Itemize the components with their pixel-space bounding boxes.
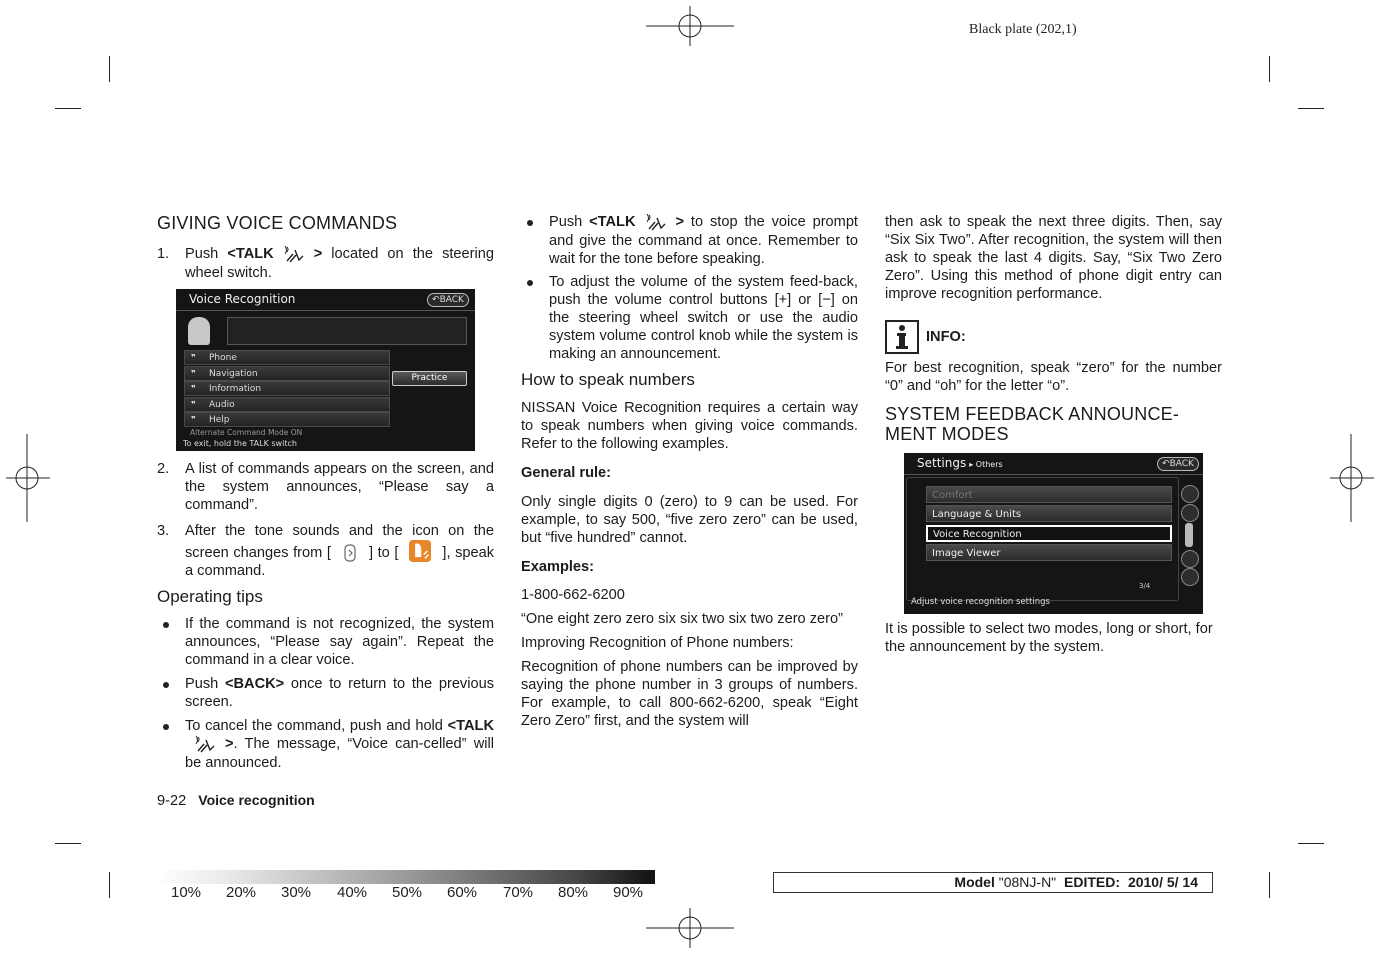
- tip-text: If the command is not recognized, the system announces, “Please say again”. Repeat the command in a clear voice.: [185, 616, 494, 668]
- example-spoken: “One eight zero zero six six two six two zero zero”: [521, 611, 843, 627]
- tip-text: To cancel the command, push and hold: [185, 718, 448, 734]
- column-1: [157, 213, 494, 282]
- talk-label: <TALK: [589, 214, 636, 230]
- info-label: INFO:: [926, 329, 966, 345]
- tone-label: 10%: [171, 884, 202, 901]
- practice-button[interactable]: Practice: [392, 371, 467, 386]
- feedback-text: It is possible to select two modes, long or short, for the announcement by the system.: [885, 621, 1213, 655]
- section-name: Voice recognition: [198, 792, 315, 808]
- examples-label: Examples:: [521, 559, 595, 575]
- settings-item-image-viewer[interactable]: Image Viewer: [926, 544, 1172, 561]
- edited-value: 2010/ 5/ 14: [1127, 874, 1198, 890]
- crop-mark: [1269, 56, 1270, 82]
- voice-wave-icon: ❞: [191, 369, 196, 378]
- talk-icon: [195, 736, 217, 754]
- command-label: Help: [209, 415, 230, 425]
- step-number: 1.: [157, 246, 170, 262]
- example-number: 1-800-662-6200: [521, 587, 625, 603]
- general-rule-text: Only single digits 0 (zero) to 9 can be used. For example, to say 500, “five zero zero” can be used, but “five hundred” cannot.: [521, 494, 858, 546]
- exit-hint-text: To exit, hold the TALK switch: [183, 439, 297, 448]
- bullet-icon: [527, 220, 533, 226]
- alternate-mode-text: Alternate Command Mode ON: [190, 428, 303, 437]
- info-text: For best recognition, speak “zero” for the number “0” and “oh” for the letter “o”.: [885, 360, 1222, 394]
- back-button[interactable]: [1157, 457, 1199, 471]
- bullet-volume: [521, 273, 858, 363]
- tip-3: [157, 717, 494, 772]
- breadcrumb: ▸ Others: [969, 460, 1003, 469]
- crop-mark: [1298, 843, 1324, 844]
- step-text: ], speak a command.: [185, 545, 495, 579]
- tone-label: 20%: [226, 884, 257, 901]
- operating-tips-heading: Operating tips: [157, 587, 263, 606]
- screen-title: [917, 456, 1003, 470]
- voice-idle-icon: [341, 544, 359, 562]
- voice-active-icon: [408, 540, 432, 562]
- info-icon: [885, 320, 919, 354]
- voice-person-icon: [188, 317, 210, 345]
- crop-mark: [109, 872, 110, 898]
- bullet-text: to stop the voice prompt and give the command at once. Remember to wait for the tone before speaking.: [549, 214, 858, 267]
- step-number: 3.: [157, 523, 170, 539]
- step-1: [157, 245, 494, 282]
- tone-label: 60%: [447, 884, 478, 901]
- talk-icon: [284, 246, 306, 264]
- tone-label: 80%: [558, 884, 589, 901]
- command-label: Information: [209, 384, 262, 394]
- command-item-audio[interactable]: [184, 397, 390, 412]
- tip-1: [157, 615, 494, 669]
- page-footer: [157, 792, 315, 809]
- column-3-lower: [885, 620, 1222, 656]
- settings-screen: [904, 453, 1203, 614]
- model-value: "08NJ-N": [998, 874, 1057, 890]
- plate-label: Black plate (202,1): [969, 22, 1077, 37]
- registration-mark-left: [6, 434, 50, 522]
- step-3: [157, 522, 494, 580]
- talk-label-close: >: [225, 736, 234, 752]
- back-arrow-icon: ↶: [1162, 459, 1170, 469]
- feedback-heading: SYSTEM FEEDBACK ANNOUNCE-MENT MODES: [885, 404, 1180, 444]
- step-2: [157, 460, 494, 514]
- continued-text: then ask to speak the next three digits. Then, say “Six Six Two”. After recognition, the system will then ask to speak the last 4 digits. Say, “Six Two Zero Zero”. Using this method of phone digit entry can improve recognition performance.: [885, 214, 1222, 302]
- command-label: Audio: [209, 400, 235, 410]
- registration-mark-top: [646, 6, 734, 46]
- settings-item-language-units[interactable]: Language & Units: [926, 505, 1172, 522]
- info-block: [885, 317, 1222, 353]
- page-indicator: 3/4: [1139, 582, 1151, 590]
- column-3: [885, 213, 1222, 444]
- scroll-bottom-button[interactable]: [1181, 568, 1199, 586]
- bullet-icon: [163, 724, 169, 730]
- settings-title: Settings: [917, 456, 967, 470]
- screen-divider: [904, 474, 1203, 475]
- tip-text: . The message, “Voice can-celled” will be announced.: [185, 736, 494, 771]
- talk-label-close: >: [675, 214, 685, 230]
- improving-label: Improving Recognition of Phone numbers:: [521, 635, 794, 651]
- voice-wave-icon: ❞: [191, 384, 196, 393]
- voice-wave-icon: ❞: [191, 400, 196, 409]
- step-text: located on the steering wheel switch.: [185, 246, 495, 281]
- back-label: BACK: [1169, 459, 1194, 469]
- registration-mark-right: [1330, 434, 1374, 522]
- settings-item-comfort[interactable]: Comfort: [926, 486, 1172, 503]
- talk-label-close: >: [313, 246, 323, 262]
- command-item-navigation[interactable]: [184, 366, 390, 381]
- bullet-text: To adjust the volume of the system feed-back, push the volume control buttons [+] or [−] on the steering wheel switch or use the audio system volume control knob while the system is making an announcement.: [549, 274, 858, 362]
- scroll-top-button[interactable]: [1181, 485, 1199, 503]
- bullet-icon: [527, 280, 533, 286]
- tone-label: 30%: [281, 884, 312, 901]
- tone-label: 90%: [613, 884, 644, 901]
- model-label: Model: [954, 874, 995, 890]
- bullet-icon: [163, 682, 169, 688]
- screen-divider: [176, 310, 475, 311]
- scroll-down-icon[interactable]: [1181, 550, 1199, 568]
- tone-scale-bar: [157, 870, 655, 884]
- step-number: 2.: [157, 461, 170, 477]
- tip-text: Push: [185, 676, 225, 692]
- bullet-icon: [163, 622, 169, 628]
- voice-wave-icon: ❞: [191, 353, 196, 362]
- crop-mark: [55, 843, 81, 844]
- step-text: A list of commands appears on the screen, and the system announces, “Please say a command”.: [185, 461, 494, 513]
- bullet-text: Push: [549, 214, 590, 230]
- step-text: After the tone sounds and the icon on the screen changes from [: [185, 523, 494, 561]
- back-label: BACK: [439, 295, 464, 305]
- improving-text: Recognition of phone numbers can be improved by saying the phone number in 3 groups of numbers. For example, to call 800-662-6200, speak “Eight Zero Zero” first, and the system will: [521, 659, 858, 729]
- command-label: Navigation: [209, 369, 258, 379]
- edited-label: EDITED:: [1064, 874, 1121, 890]
- tone-label: 70%: [503, 884, 534, 901]
- back-arrow-icon: ↶: [432, 295, 440, 305]
- registration-mark-bottom: [646, 908, 734, 948]
- talk-icon: [646, 214, 668, 232]
- tone-label: 50%: [392, 884, 423, 901]
- screen-title: Voice Recognition: [189, 292, 296, 306]
- back-label: <BACK>: [224, 676, 285, 692]
- model-edited-box: [773, 872, 1213, 893]
- numbers-intro: NISSAN Voice Recognition requires a certain way to speak numbers when giving voice commands. Refer to the following examples.: [521, 400, 858, 452]
- hint-bar: Adjust voice recognition settings: [911, 597, 1050, 607]
- command-display-field: [227, 317, 467, 345]
- settings-item-voice-recognition[interactable]: Voice Recognition: [926, 525, 1172, 542]
- talk-label: <TALK: [227, 246, 274, 262]
- crop-mark: [109, 56, 110, 82]
- command-label: Phone: [209, 353, 237, 363]
- section-heading: GIVING VOICE COMMANDS: [157, 213, 398, 233]
- scroll-up-icon[interactable]: [1181, 504, 1199, 522]
- tip-text: once to return to the previous screen.: [185, 676, 494, 710]
- tone-label: 40%: [337, 884, 368, 901]
- crop-mark: [1298, 108, 1324, 109]
- bullet-stop-prompt: [521, 213, 858, 268]
- step-text: Push: [185, 246, 228, 262]
- numbers-heading: How to speak numbers: [521, 370, 695, 389]
- step-text: ] to [: [368, 545, 399, 561]
- voice-recognition-screen: [176, 289, 475, 451]
- crop-mark: [1269, 872, 1270, 898]
- general-rule-label: General rule:: [521, 465, 612, 481]
- back-button[interactable]: [427, 293, 469, 307]
- column-2: [521, 213, 858, 730]
- tip-2: [157, 675, 494, 711]
- command-item-information[interactable]: [184, 381, 390, 396]
- talk-label: <TALK: [447, 718, 494, 734]
- page-number: 9-22: [157, 793, 187, 809]
- voice-wave-icon: ❞: [191, 415, 196, 424]
- command-item-help[interactable]: [184, 412, 390, 427]
- crop-mark: [55, 108, 81, 109]
- scrollbar-thumb[interactable]: [1185, 523, 1193, 547]
- column-1-lower: [157, 460, 494, 772]
- command-item-phone[interactable]: [184, 350, 390, 365]
